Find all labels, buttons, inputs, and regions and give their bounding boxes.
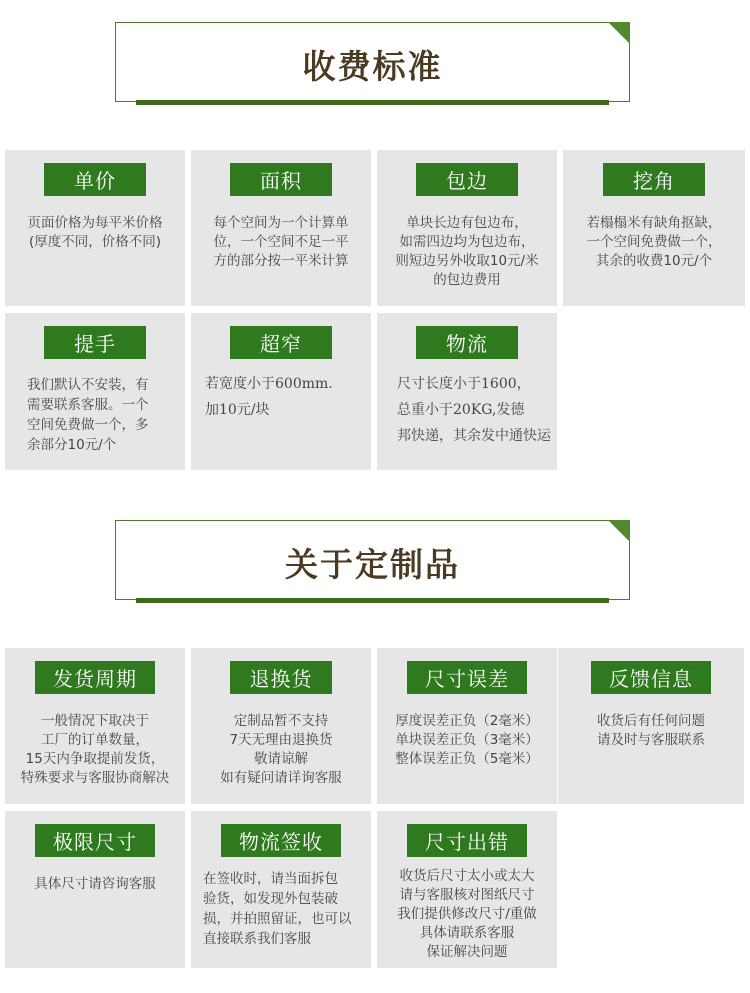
card-corner-cut — [563, 150, 745, 306]
badge-delivery-signoff: 物流签收 — [221, 824, 341, 857]
card-area — [191, 150, 371, 306]
badge-size-limit: 极限尺寸 — [35, 824, 155, 857]
card-edging — [377, 150, 557, 306]
card-description: 我们默认不安装，有 需要联系客服。一个 空间免费做一个，多 余部分10元/个 — [27, 377, 149, 453]
badge-delivery-cycle: 发货周期 — [35, 661, 155, 694]
badge-size-error: 尺寸出错 — [407, 824, 527, 857]
card-unit-price — [5, 150, 185, 306]
card-description: 收货后有任何问题 请及时与客服联系 — [597, 713, 705, 748]
badge-corner-cut: 挖角 — [603, 163, 705, 196]
card-returns — [191, 648, 371, 804]
section-title-custom: 关于定制品 — [285, 545, 460, 584]
card-description: 页面价格为每平米价格 (厚度不同，价格不同) — [27, 215, 163, 250]
badge-area: 面积 — [230, 163, 332, 196]
badge-size-tolerance: 尺寸误差 — [407, 661, 527, 694]
card-description: 若榻榻米有缺角抠缺， 一个空间免费做一个， 其余的收费10元/个 — [586, 215, 722, 269]
card-description: 厚度误差正负（2毫米） 单块误差正负（3毫米） 整体误差正负（5毫米） — [395, 713, 539, 767]
title-underline — [136, 598, 609, 603]
card-feedback — [558, 648, 744, 804]
badge-edging: 包边 — [416, 163, 518, 196]
badge-returns: 退换货 — [230, 661, 332, 694]
badge-unit-price: 单价 — [44, 163, 146, 196]
card-description: 在签收时，请当面拆包 验货，如发现外包装破 损，并拍照留证，也可以 直接联系我们客服 — [203, 871, 352, 947]
card-description: 尺寸长度小于1600， 总重小于20KG,发德 邦快递，其余发中通快运 — [397, 376, 551, 444]
card-description: 定制品暂不支持 7天无理由退换货 敬请谅解 如有疑问请详询客服 — [220, 713, 342, 786]
card-description: 若宽度小于600mm. 加10元/块 — [205, 376, 333, 418]
badge-feedback: 反馈信息 — [591, 661, 711, 694]
card-description: 收货后尺寸太小或太大 请与客服核对图纸尺寸 我们提供修改尺寸/重做 具体请联系客服 保证解决问题 — [397, 868, 537, 960]
card-delivery-signoff — [191, 811, 371, 968]
badge-handle: 提手 — [44, 326, 146, 359]
card-handle — [5, 313, 185, 470]
card-size-tolerance — [377, 648, 557, 804]
card-extra-narrow — [191, 313, 371, 470]
badge-extra-narrow: 超窄 — [230, 326, 332, 359]
card-description: 单块长边有包边布， 如需四边均为包边布， 则短边另外收取10元/米 的包边费用 — [395, 215, 539, 288]
card-size-limit — [5, 811, 185, 968]
title-underline — [136, 100, 609, 105]
card-logistics — [377, 313, 557, 470]
card-description: 每个空间为一个计算单 位，一个空间不足一平 方的部分按一平米计算 — [213, 215, 349, 269]
section-title-pricing: 收费标准 — [302, 47, 443, 86]
card-size-error — [377, 811, 557, 968]
section-header-custom — [115, 520, 630, 600]
card-description: 具体尺寸请咨询客服 — [34, 876, 156, 892]
section-header-pricing — [115, 22, 630, 102]
badge-logistics: 物流 — [416, 326, 518, 359]
card-description: 一般情况下取决于 工厂的订单数量， 15天内争取提前发货， 特殊要求与客服协商解决 — [20, 713, 170, 786]
card-delivery-cycle — [5, 648, 185, 804]
